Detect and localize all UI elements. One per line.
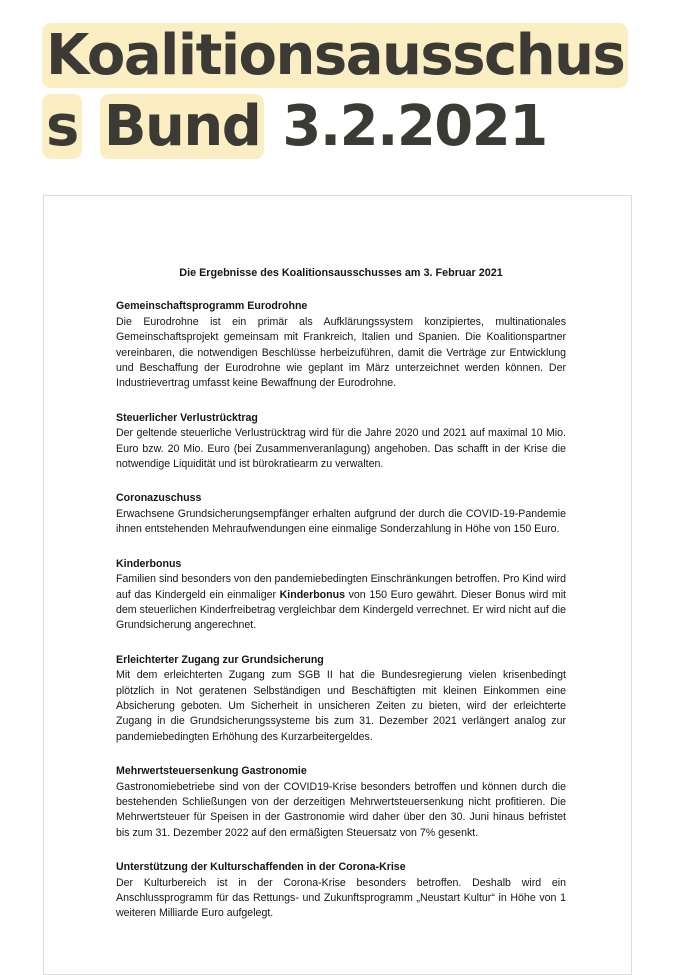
section-heading: Coronazuschuss [116, 492, 202, 505]
headline-highlight-2 [100, 94, 265, 159]
section-text: Die Eurodrohne ist ein primär als Aufklärungssystem konzipiertes, multinationales Gemeinschaftsprojekt gemeinsam mit Frankreich, Italien und Spanien. Die Koalitionspartner vereinbaren, die notwendigen Beschlüsse herbeizuführen, damit die Verträge zur Entwicklung und Beschaffung der Eurodrohne wie geplant im März unterzeichnet werden können. Der Industrievertrag umfasst keine Bewaffnung der Eurodrohne. [116, 315, 566, 390]
document-page [43, 195, 632, 975]
section-text-part: Familien sind besonders von den pandemiebedingten Einschränkungen betroffen. Pro Kind wird auf das Kindergeld ein einmaliger [116, 573, 566, 601]
section-text-bold: Kinderbonus [279, 588, 345, 601]
section-text [116, 572, 566, 634]
section-coronazuschuss [116, 491, 566, 537]
section-heading: Unterstützung der Kulturschaffenden in der Corona-Krise [116, 861, 406, 874]
section-gastronomie [116, 764, 566, 841]
section-grundsicherung [116, 653, 566, 745]
section-heading: Erleichterter Zugang zur Grundsicherung [116, 653, 324, 666]
section-heading: Steuerlicher Verlustrücktrag [116, 411, 258, 424]
headline-word-2: Bund [103, 94, 261, 159]
section-text: Gastronomiebetriebe sind von der COVID19-Krise besonders betroffen und können durch die bestehenden Schließungen von der derzeitigen Mehrwertsteuersenkung nicht profitieren. Die Mehrwertsteuer für Speisen in der Gastronomie wird daher über den 30. Juni hinaus befristet bis zum 31. Dezember 2022 auf den ermäßigten Steuersatz von 7% gesenkt. [116, 780, 566, 839]
section-text: Mit dem erleichterten Zugang zum SGB II hat die Bundesregierung vielen krisenbedingt plötzlich in Not geratenen Selbständigen und Beschäftigten mit kleinen Einkommen eine Absicherung geboten. Um Sicherheit in unsicheren Zeiten zu bieten, wird der erleichterte Zugang in die Grundsicherungssysteme bis zum 31. Dezember 2021 verlängert analog zur pandemiebedingten Erhöhung des Kurzarbeitergeldes. [116, 669, 566, 743]
section-kultur [116, 860, 566, 922]
section-text-part: von 150 Euro gewährt. Dieser Bonus wird mit dem steuerlichen Kinderfreibetrag vergleichbar dem Kindergeld verrechnet. Er wird nicht auf die Grundsicherung angerechnet. [116, 588, 566, 632]
headline-word-1-tail: s [46, 94, 78, 159]
section-heading: Mehrwertsteuersenkung Gastronomie [116, 765, 307, 778]
section-eurodrohne [116, 299, 566, 391]
section-kinderbonus [116, 557, 566, 634]
document-title: Die Ergebnisse des Koalitionsausschusses am 3. Februar 2021 [179, 267, 503, 279]
section-heading: Kinderbonus [116, 557, 182, 570]
section-text: Der Kulturbereich ist in der Corona-Krise besonders betroffen. Deshalb wird ein Anschlussprogramm für das Rettungs- und Zukunftsprogramm „Neustart Kultur“ in Höhe von 1 weiteren Milliarde Euro aufgelegt. [116, 876, 566, 920]
document-body [116, 266, 566, 941]
section-heading: Gemeinschaftsprogramm Eurodrohne [116, 300, 308, 313]
headline-date: 3.2.2021 [282, 94, 547, 159]
headline [42, 20, 642, 162]
headline-word-1: Koalitionsausschus [46, 23, 625, 88]
section-text: Der geltende steuerliche Verlustrücktrag wird für die Jahre 2020 und 2021 auf maximal 10 Mio. Euro bzw. 20 Mio. Euro (bei Zusammenveranlagung) angehoben. Das schafft in der Krise die notwendige Liquidität und ist bürokratiearm zu verwalten. [116, 427, 566, 471]
section-verlustruecktrag [116, 411, 566, 473]
section-text: Erwachsene Grundsicherungsempfänger erhalten aufgrund der durch die COVID-19-Pandemie ihnen entstehenden Mehraufwendungen eine einmalige Sonderzahlung in Höhe von 150 Euro. [116, 507, 566, 536]
